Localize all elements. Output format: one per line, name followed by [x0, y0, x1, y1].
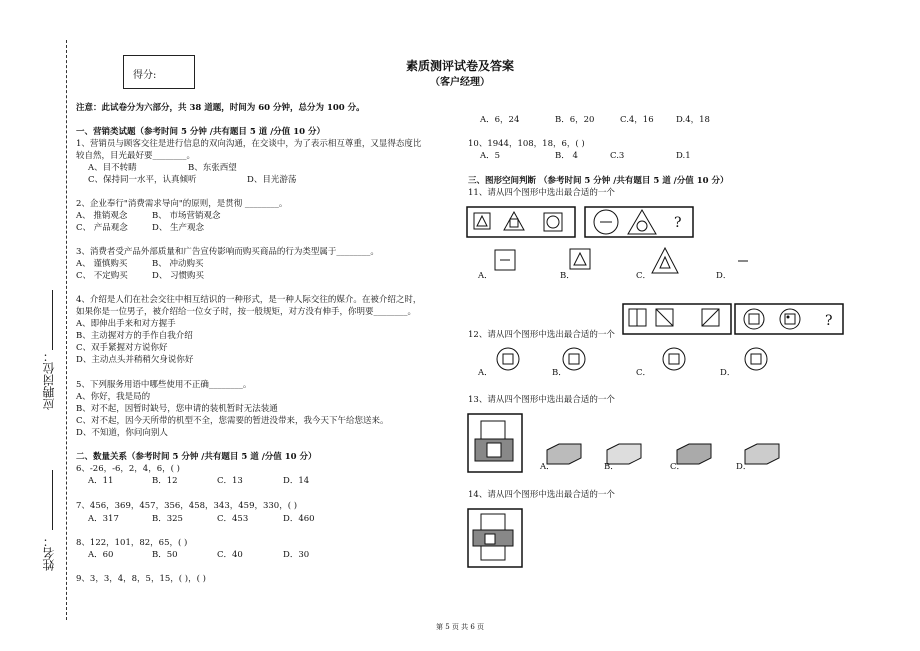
- name-underline: [52, 470, 53, 530]
- q6-text: 6、-26，-6，2，4，6，( ): [76, 464, 180, 474]
- name-label: 姓名：: [42, 535, 56, 571]
- q12-figure-row: [622, 303, 734, 337]
- q3-option-d: D、 习惯购买: [152, 271, 205, 281]
- q6-option: B．12: [152, 476, 178, 486]
- q1-option-c: C、保持同一水平，认真倾听: [88, 175, 197, 185]
- q11-figure-row: [466, 206, 696, 240]
- q2-option-d: D、 生产观念: [152, 223, 205, 233]
- q10-text: 10、1944，108，18，6，( ): [468, 139, 585, 149]
- q10-option: B． 4: [555, 151, 578, 161]
- q8-text: 8、122，101，82，65，( ): [76, 538, 188, 548]
- page-footer: 第 5 页 共 6 页: [435, 623, 485, 631]
- q6-option: A．11: [88, 476, 114, 486]
- q9-option: B．6，20: [555, 115, 595, 125]
- q9-option: C.4，16: [620, 115, 654, 125]
- q4-text: 4、介绍是人们在社会交往中相互结识的一种形式，是一种人际交往的媒介。在被介绍之时，: [76, 295, 422, 305]
- q10-option: C.3: [610, 151, 625, 161]
- q5-option-d: D、不知道，你问向别人: [76, 428, 168, 438]
- q1-option-a: A、目不转睛: [88, 163, 137, 173]
- q5-text: 5、下列服务用语中哪些使用不正确________。: [76, 380, 252, 390]
- q3-option-a: A、 谨慎购买: [76, 259, 128, 269]
- q3-option-b: B、 冲动购买: [152, 259, 204, 269]
- q4-option-c: C、双手紧握对方说你好: [76, 343, 168, 353]
- page-title: 素质测评试卷及答案: [405, 59, 514, 73]
- q7-option: A．317: [88, 514, 119, 524]
- q14-figure: [467, 508, 527, 570]
- position-underline: [52, 290, 53, 350]
- q7-option: D．460: [283, 514, 315, 524]
- q5-option-c: C、对不起，因今天所带的机型不全，您需要的暂进没带来，我今天下午给您送来。: [76, 416, 389, 426]
- q9-text: 9、3，3，4，8，5，15，( )，( ): [76, 574, 206, 584]
- binding-line: [66, 40, 67, 620]
- q9-option: D.4，18: [676, 115, 710, 125]
- q10-option: D.1: [676, 151, 691, 161]
- q11-option: C．: [636, 271, 652, 281]
- q12-option: A．: [478, 368, 493, 378]
- q14-text: 14、请从四个图形中选出最合适的一个: [468, 490, 615, 500]
- q12-question-mark: ?: [825, 313, 833, 329]
- q13-option: D．: [736, 462, 752, 472]
- q5-option-a: A、你好，我是局的: [76, 392, 151, 402]
- q6-option: D．14: [283, 476, 310, 486]
- q13-option: A．: [540, 462, 555, 472]
- q8-option: D．30: [283, 550, 310, 560]
- q10-option: A．5: [480, 151, 501, 161]
- section3-heading: 三、图形空间判断 （参考时间 5 分钟 /共有题目 5 道 /分值 10 分）: [468, 176, 729, 186]
- page-subtitle: （客户经理）: [430, 77, 490, 88]
- q11-option: A．: [478, 271, 493, 281]
- q13-option: C．: [670, 462, 686, 472]
- q3-option-c: C、 不定购买: [76, 271, 128, 281]
- q4-option-a: A、即伸出手来和对方握手: [76, 319, 176, 329]
- q5-option-b: B、对不起，因暂时缺号，您申请的装机暂时无法装通: [76, 404, 278, 414]
- q1-option-b: B、东张西望: [188, 163, 237, 173]
- q12-option: B．: [552, 368, 567, 378]
- q13-option: B．: [604, 462, 619, 472]
- q3-text: 3、消费者受产品外部质量和广告宣传影响而购买商品的行为类型属于________。: [76, 247, 379, 257]
- q6-option: C．13: [217, 476, 243, 486]
- q13-figure: [467, 413, 527, 475]
- q2-option-b: B、 市场营销观念: [152, 211, 221, 221]
- q2-option-c: C、 产品观念: [76, 223, 128, 233]
- q1-text: 1、营销员与顾客交往是进行信息的双向沟通，在交谈中，为了表示相互尊重，又显得态度比: [76, 139, 422, 149]
- score-label: 得分:: [133, 70, 157, 81]
- q7-option: C．453: [217, 514, 249, 524]
- q2-text: 2、企业奉行"消费需求导向"的原则，是贯彻 ________。: [76, 199, 288, 209]
- q12-option: D．: [720, 368, 736, 378]
- q8-option: B．50: [152, 550, 178, 560]
- section2-heading: 二、数量关系（参考时间 5 分钟 /共有题目 5 道 /分值 10 分）: [76, 452, 317, 462]
- q1-option-d: D、目光游荡: [247, 175, 297, 185]
- q12-text: 12、请从四个图形中选出最合适的一个: [468, 330, 615, 340]
- q11-option-figures: [490, 246, 760, 276]
- q8-option: C．40: [217, 550, 243, 560]
- q11-question-mark: ?: [674, 215, 682, 231]
- q2-option-a: A、 推销观念: [76, 211, 128, 221]
- exam-note: 注意：此试卷分为六部分，共 38 道题，时间为 60 分钟，总分为 100 分。: [76, 103, 365, 113]
- q9-option: A．6，24: [480, 115, 520, 125]
- section1-heading: 一、营销类试题（参考时间 5 分钟 /共有题目 5 道 /分值 10 分）: [76, 127, 326, 137]
- q4-option-d: D、主动点头并稍稍欠身说你好: [76, 355, 194, 365]
- q7-option: B．325: [152, 514, 183, 524]
- q4-text-2: 如果你是一位男子，被介绍给一位女子时，按一般规矩，对方没有伸手，你明要________。: [76, 307, 417, 317]
- q7-text: 7、456，369，457，356，458，343，459，330，( ): [76, 501, 298, 511]
- q11-option: D．: [716, 271, 732, 281]
- q11-text: 11、请从四个图形中选出最合适的一个: [468, 188, 615, 198]
- q4-option-b: B、主动握对方的手作自我介绍: [76, 331, 193, 341]
- q13-text: 13、请从四个图形中选出最合适的一个: [468, 395, 615, 405]
- q12-option: C．: [636, 368, 652, 378]
- q11-option: B．: [560, 271, 575, 281]
- q1-text-2: 较自然，目光最好要________。: [76, 151, 196, 161]
- position-label: 应聘岗位：: [42, 350, 56, 410]
- q8-option: A．60: [88, 550, 114, 560]
